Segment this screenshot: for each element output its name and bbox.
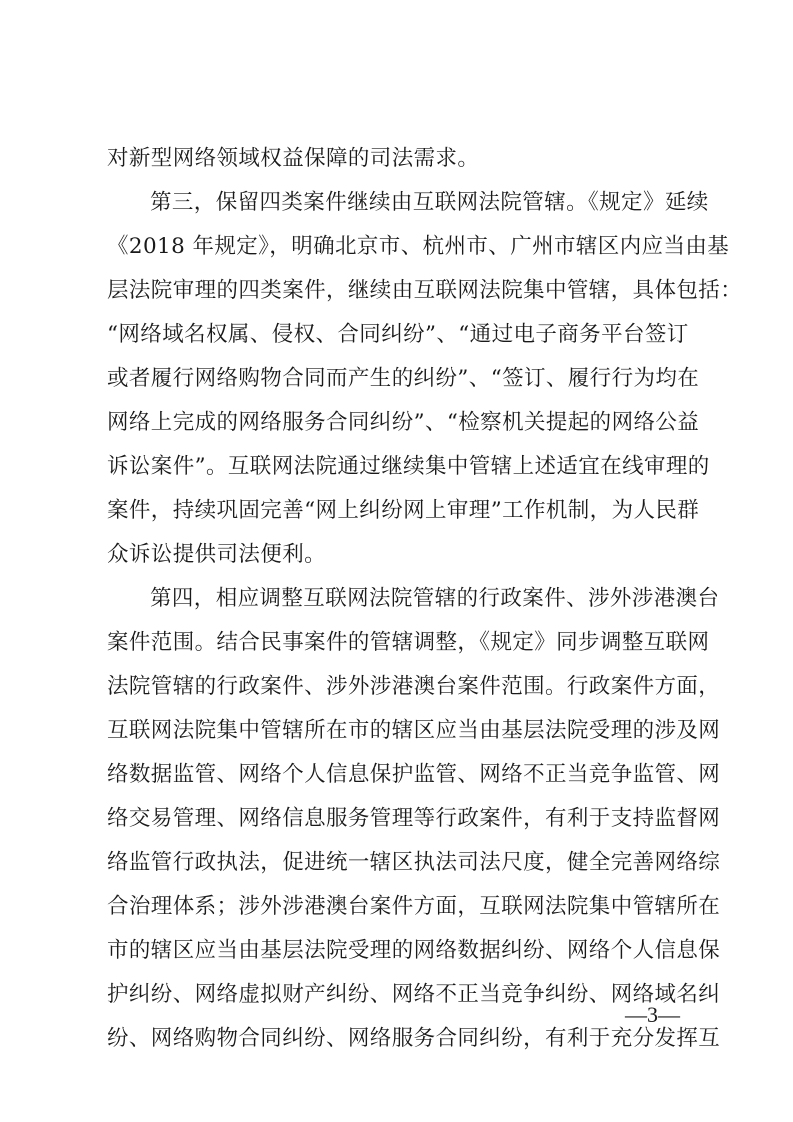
text-line: 法院管辖的行政案件、涉外涉港澳台案件范围。行政案件方面， bbox=[107, 674, 721, 699]
text-line: 纷、网络购物合同纠纷、网络服务合同纠纷，有利于充分发挥互 bbox=[107, 1026, 721, 1051]
text-line: 合治理体系；涉外涉港澳台案件方面，互联网法院集中管辖所在 bbox=[107, 894, 721, 919]
text-line: 第三，保留四类案件继续由互联网法院管辖。《规定》延续 bbox=[150, 190, 709, 215]
text-line: 互联网法院集中管辖所在市的辖区应当由基层法院受理的涉及网 bbox=[107, 718, 721, 743]
text-line: 络数据监管、网络个人信息保护监管、网络不正当竞争监管、网 bbox=[107, 762, 721, 787]
page-number: —3— bbox=[625, 1002, 680, 1027]
text-line: “网络域名权属、侵权、合同纠纷”、“通过电子商务平台签订 bbox=[107, 322, 689, 347]
text-line: 案件范围。结合民事案件的管辖调整，《规定》同步调整互联网 bbox=[107, 630, 710, 655]
text-line: 络监管行政执法，促进统一辖区执法司法尺度，健全完善网络综 bbox=[107, 850, 721, 875]
text-line: 网络上完成的网络服务合同纠纷”、“检察机关提起的网络公益 bbox=[107, 410, 700, 435]
text-line: 层法院审理的四类案件，继续由互联网法院集中管辖，具体包括： bbox=[107, 278, 743, 303]
text-line: 或者履行网络购物合同而产生的纠纷”、“签订、履行行为均在 bbox=[107, 366, 700, 391]
text-line: 众诉讼提供司法便利。 bbox=[107, 542, 327, 567]
text-line: 护纠纷、网络虚拟财产纠纷、网络不正当竞争纠纷、网络域名纠 bbox=[107, 982, 721, 1007]
text-line: 络交易管理、网络信息服务管理等行政案件，有利于支持监督网 bbox=[107, 806, 721, 831]
text-line: 市的辖区应当由基层法院受理的网络数据纠纷、网络个人信息保 bbox=[107, 938, 721, 963]
text-line: 对新型网络领域权益保障的司法需求。 bbox=[107, 146, 480, 171]
text-line: 诉讼案件”。互联网法院通过继续集中管辖上述适宜在线审理的 bbox=[107, 454, 710, 479]
text-line: 《2018 年规定》，明确北京市、杭州市、广州市辖区内应当由基 bbox=[107, 234, 730, 259]
text-line: 案件，持续巩固完善“网上纠纷网上审理”工作机制，为人民群 bbox=[107, 498, 700, 523]
text-line: 第四，相应调整互联网法院管辖的行政案件、涉外涉港澳台 bbox=[150, 586, 720, 611]
